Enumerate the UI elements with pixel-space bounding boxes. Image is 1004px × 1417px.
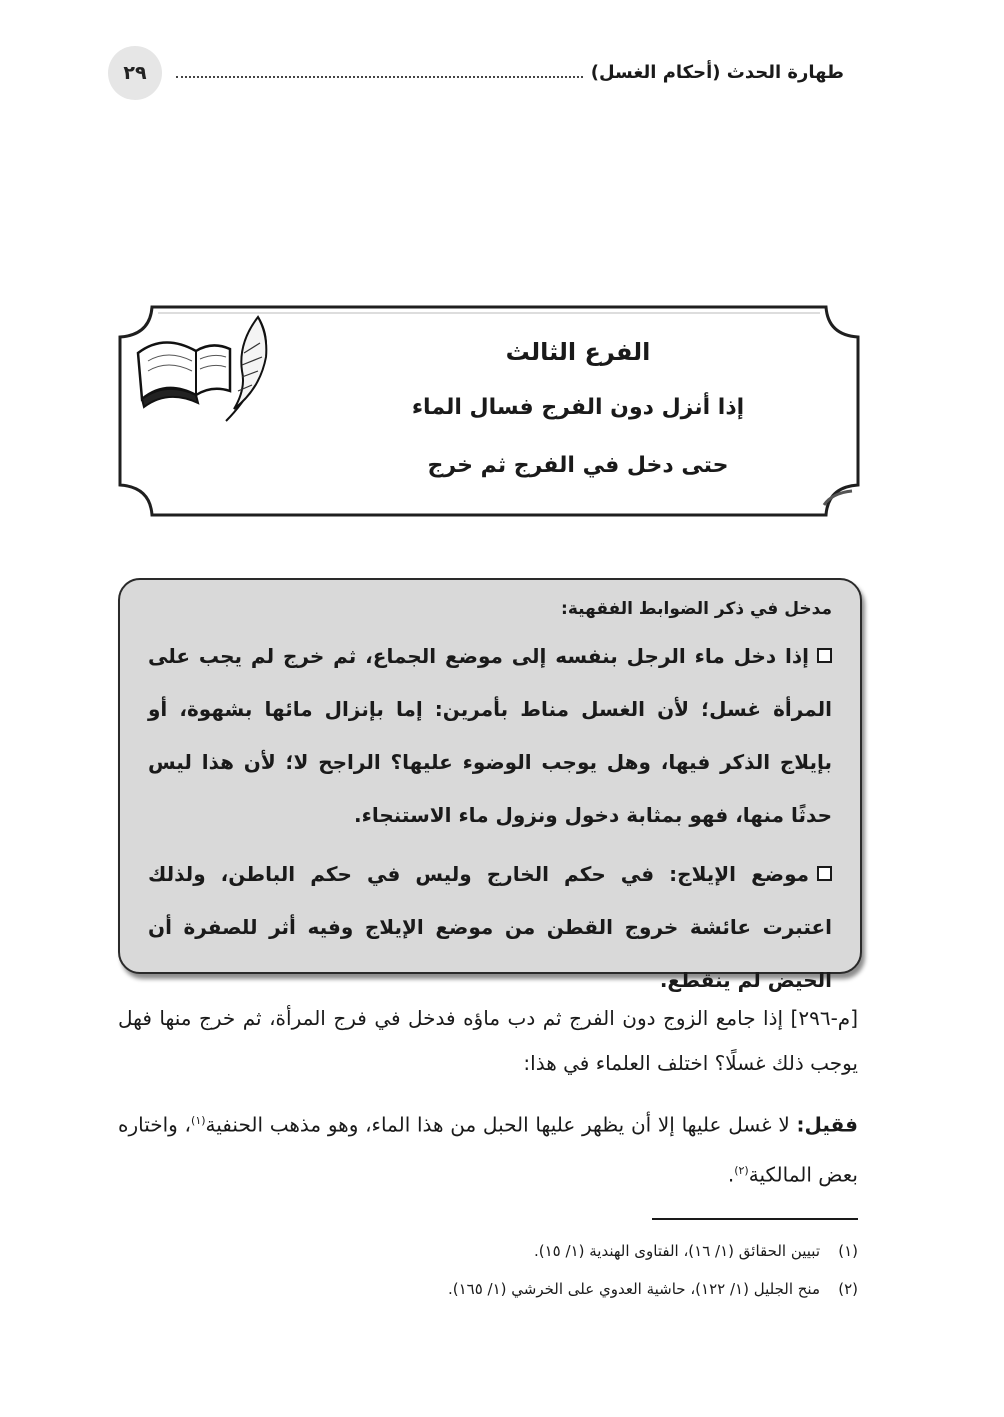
paragraph-lead: فقيل: <box>796 1112 858 1137</box>
running-head <box>176 57 844 87</box>
rule-text: موضع الإيلاج: في حكم الخارج وليس في حكم الباطن، ولذلك اعتبرت عائشة خروج القطن من موضع الإيلاج وفيه أثر للصفرة أن الحيض لم ينقطع. <box>148 862 832 992</box>
footnote-text: منح الجليل (١/ ١٢٢)، حاشية العدوي على الخرشي (١/ ١٦٥). <box>447 1280 820 1298</box>
checkbox-icon <box>817 648 832 663</box>
footnote-text: تبيين الحقائق (١/ ١٦)، الفتاوى الهندية (١/ ١٥). <box>533 1242 820 1260</box>
footnote <box>300 1270 858 1308</box>
rule-item <box>148 630 832 842</box>
footnote-number: (٢) <box>838 1280 858 1298</box>
body-text <box>118 996 858 1197</box>
rule-item <box>148 848 832 1007</box>
title-line-2: حتى دخل في الفرج ثم خرج <box>427 453 729 478</box>
checkbox-icon <box>817 866 832 881</box>
rule-text: إذا دخل ماء الرجل بنفسه إلى موضع الجماع، ثم خرج لم يجب على المرأة غسل؛ لأن الغسل مناط بأمرين: إما بإنزال مائها بشهوة، أو بإيلاج الذكر فيها، وهل يوجب الوضوء عليها؟ الراجح لا؛ لأن هذا ليس حدثًا منها، فهو بمثابة دخول ونزول ماء الاستنجاء. <box>148 644 832 827</box>
footnote <box>300 1232 858 1270</box>
paragraph-text: لا غسل عليها إلا أن يظهر عليها الحبل من هذا الماء، وهو مذهب الحنفية <box>205 1112 797 1137</box>
branch-label: الفرع الثالث <box>505 338 651 366</box>
footnote-ref[interactable]: (١) <box>191 1114 206 1127</box>
footnote-ref[interactable]: (٢) <box>734 1163 749 1177</box>
paragraph-text: . <box>727 1162 735 1187</box>
page-number: ٢٩ <box>108 46 162 100</box>
footnote-number: (١) <box>838 1242 858 1260</box>
section-title-frame <box>118 305 860 517</box>
header-dot-leader <box>176 76 583 78</box>
footnote-separator <box>652 1218 858 1220</box>
jurisprudential-rules-box <box>118 578 862 992</box>
title-line-1: إذا أنزل دون الفرج فسال الماء <box>411 395 745 420</box>
paragraph: [م-٢٩٦] إذا جامع الزوج دون الفرج ثم دب ماؤه فدخل في فرج المرأة، ثم خرج منها فهل يوجب ذلك غسلًا؟ اختلف العلماء في هذا: <box>118 1006 858 1075</box>
section-title <box>378 325 778 495</box>
paragraph <box>118 1098 858 1197</box>
rules-box-heading: مدخل في ذكر الضوابط الفقهية: <box>561 599 832 619</box>
running-title: طهارة الحدث (أحكام الغسل) <box>590 61 844 83</box>
footnotes <box>300 1232 858 1308</box>
paragraph-text: ، واختاره بعض المالكية <box>118 1112 858 1187</box>
book-and-quill-icon <box>134 313 274 425</box>
